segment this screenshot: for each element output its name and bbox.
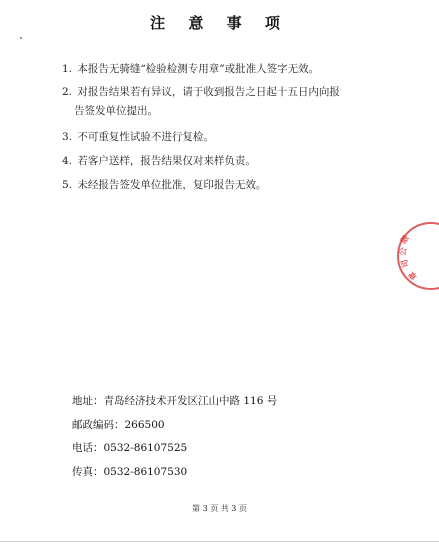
page-title: 注 意 事 项 (150, 14, 289, 32)
note-number: 1. (62, 63, 73, 75)
note-item-2 (62, 83, 392, 121)
note-item-1 (62, 60, 392, 79)
note-text-continued: 告签发单位提出。 (74, 105, 158, 117)
contact-address: 地址：青岛经济技术开发区江山中路 116 号 (72, 395, 278, 407)
note-item-5 (62, 176, 392, 195)
note-item-4 (62, 152, 392, 171)
note-number: 5. (62, 179, 73, 191)
note-number: 2. (62, 86, 73, 98)
note-text: 本报告无骑缝“检验检测专用章”或批准人签字无效。 (77, 63, 320, 75)
contact-postcode: 邮政编码：266500 (72, 419, 165, 431)
company-seal: 限 公 司 章 (397, 222, 439, 290)
note-text: 对报告结果若有异议，请于收到报告之日起十五日内向报 (77, 86, 340, 98)
note-number: 4. (62, 155, 73, 167)
contact-fax: 传真：0532-86107530 (72, 466, 188, 478)
note-number: 3. (62, 131, 73, 143)
note-text: 若客户送样，报告结果仅对来样负责。 (77, 155, 256, 167)
note-text: 未经报告签发单位批准，复印报告无效。 (77, 179, 267, 191)
note-text: 不可重复性试验不进行复检。 (77, 131, 214, 143)
margin-mark (20, 37, 22, 39)
contact-phone: 电话：0532-86107525 (72, 442, 188, 454)
page-number: 第 3 页 共 3 页 (192, 504, 247, 513)
note-item-3 (62, 128, 392, 147)
bottom-divider (0, 541, 439, 542)
